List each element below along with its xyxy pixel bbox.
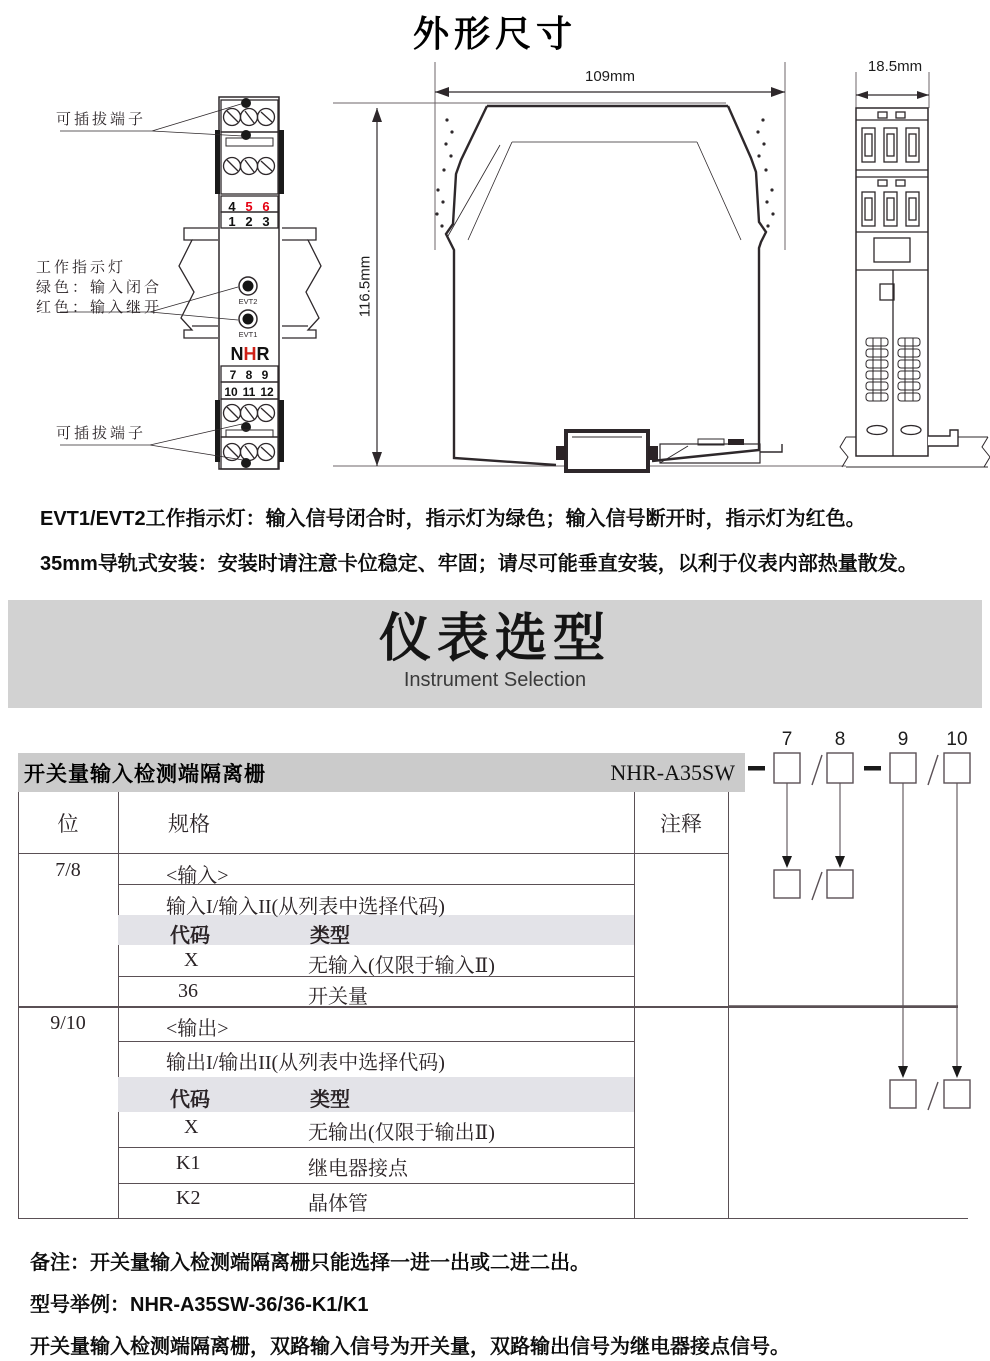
terminal-3: 3 <box>262 214 270 229</box>
side-view <box>333 62 908 471</box>
table-border-left <box>18 792 19 1218</box>
type-k2: 晶体管 <box>308 1193 368 1215</box>
terminal-10: 10 <box>224 385 238 399</box>
dim-height-label: 116.5mm <box>356 255 374 318</box>
terminal-6: 6 <box>262 199 270 214</box>
dim-depth-label: 18.5mm <box>867 58 923 75</box>
indicator-line3: 红色：输入继开 <box>36 299 163 316</box>
digit-8: 8 <box>834 729 846 750</box>
evt1-label: EVT1 <box>238 330 258 339</box>
banner-subtitle: Instrument Selection <box>403 669 587 691</box>
dim-width-label: 109mm <box>584 68 636 85</box>
page-title: 外形尺寸 <box>412 13 577 54</box>
code-k1: K1 <box>176 1152 201 1174</box>
outline-drawing <box>0 0 990 490</box>
rail-hook <box>928 430 958 446</box>
dim-width <box>435 87 785 97</box>
ordering-code-diagram <box>728 723 990 1223</box>
group-output: <输出> <box>166 1018 229 1040</box>
terminal-8: 8 <box>245 368 253 382</box>
terminal-5: 5 <box>245 199 253 214</box>
terminal-4: 4 <box>228 199 236 214</box>
row-line-4 <box>118 1147 634 1148</box>
front-view <box>215 97 284 469</box>
footnote-description: 开关量输入检测端隔离栅，双路输入信号为开关量，双路输出信号为继电器接点信号。 <box>30 1336 790 1358</box>
pos-9-10: 9/10 <box>50 1012 86 1034</box>
slash-2 <box>928 755 938 785</box>
nhr-logo-h: H <box>243 344 257 364</box>
pluggable-terminal-label-top: 可插拔端子 <box>56 111 147 128</box>
module-profile <box>446 106 766 465</box>
section-banner <box>8 600 982 708</box>
type-x-input: 无输入(仅限于输入Ⅱ) <box>308 955 495 977</box>
terminal-11: 11 <box>242 385 256 399</box>
code-header-type-2: 类型 <box>310 1089 350 1111</box>
col-header-spec: 规格 <box>168 812 210 836</box>
terminal-2: 2 <box>245 214 253 229</box>
col-header-pos: 位 <box>57 812 79 836</box>
col-header-note: 注释 <box>660 812 702 836</box>
indicator-line2: 绿色：输入闭合 <box>36 279 163 296</box>
end-view <box>840 72 990 467</box>
footnote-remark: 备注：开关量输入检测端隔离栅只能选择一进一出或二进二出。 <box>30 1252 590 1274</box>
terminal-12: 12 <box>260 385 274 399</box>
input-choice-boxes <box>774 870 853 900</box>
note-mounting: 35mm导轨式安装：安装时请注意卡位稳定、牢固；请尽可能垂直安装，以利于仪表内部热量散发。 <box>40 553 918 575</box>
screw-dots <box>435 118 774 227</box>
digit-10: 10 <box>946 729 968 750</box>
row-line-3 <box>118 1041 634 1042</box>
extension-lines <box>333 62 908 466</box>
table-col-line-1 <box>118 792 119 1218</box>
code-header-code-2: 代码 <box>170 1089 210 1111</box>
digit-7: 7 <box>781 729 793 750</box>
nhr-logo-r: R <box>256 344 270 364</box>
digit-9: 9 <box>897 729 909 750</box>
terminal-7: 7 <box>229 368 237 382</box>
pluggable-terminal-label-bottom: 可插拔端子 <box>56 425 147 442</box>
dim-height <box>372 108 382 466</box>
dash-2 <box>864 766 881 771</box>
slash-1 <box>812 755 822 785</box>
code-arrows <box>787 783 957 1069</box>
table-header-line <box>18 853 728 854</box>
indicator-line1: 工作指示灯 <box>36 259 127 276</box>
selection-title-bar <box>18 753 745 792</box>
pos-7-8: 7/8 <box>55 859 81 881</box>
desc-input: 输入I/输入II(从列表中选择代码) <box>166 896 445 918</box>
extension-lines-end <box>856 72 929 108</box>
output-choice-boxes <box>890 1080 970 1110</box>
type-k1: 继电器接点 <box>308 1158 408 1180</box>
code-header-type-1: 类型 <box>310 925 350 947</box>
code-x-input: X <box>184 949 199 971</box>
nhr-logo <box>231 344 270 364</box>
evt2-label: EVT2 <box>238 297 258 306</box>
code-header-code-1: 代码 <box>170 925 210 947</box>
code-36: 36 <box>178 980 198 1002</box>
desc-output: 输出I/输出II(从列表中选择代码) <box>166 1052 445 1074</box>
footnote-example: 型号举例：NHR-A35SW-36/36-K1/K1 <box>30 1294 369 1316</box>
terminal-1: 1 <box>228 214 236 229</box>
indicator-label <box>36 258 162 318</box>
inner-lines <box>448 142 741 240</box>
code-x-output: X <box>184 1116 199 1138</box>
row-line-5 <box>118 1183 634 1184</box>
banner-title: 仪表选型 <box>378 610 611 668</box>
nhr-logo-n: N <box>230 344 244 364</box>
product-name: 开关量输入检测端隔离栅 <box>24 761 266 786</box>
type-36: 开关量 <box>308 986 368 1008</box>
model-code: NHR-A35SW <box>610 759 735 785</box>
note-indicator: EVT1/EVT2工作指示灯：输入信号闭合时，指示灯为绿色；输入信号断开时，指示灯为红色。 <box>40 508 866 530</box>
group-input: <输入> <box>166 865 229 887</box>
code-k2: K2 <box>176 1187 201 1209</box>
table-col-line-2 <box>634 792 635 1218</box>
dim-depth <box>856 91 929 99</box>
dash-1 <box>748 766 765 771</box>
type-x-output: 无输出(仅限于输出Ⅱ) <box>308 1122 495 1144</box>
terminal-9: 9 <box>261 368 269 382</box>
